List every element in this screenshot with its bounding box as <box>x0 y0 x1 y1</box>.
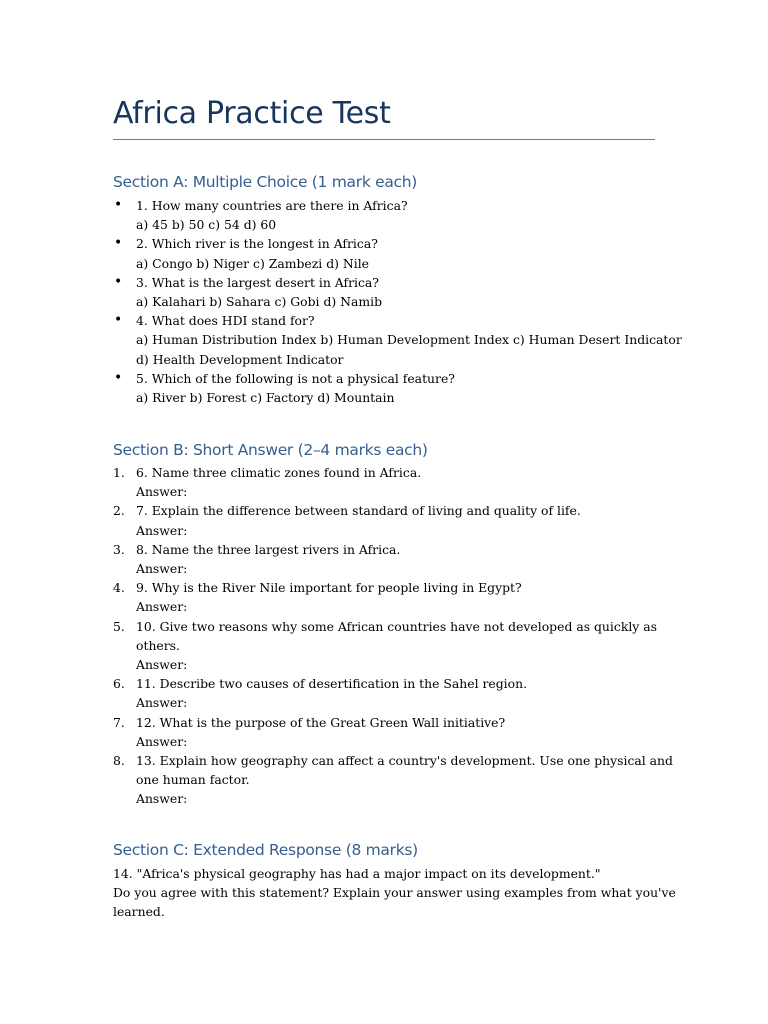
answer-label: Answer: <box>136 561 188 577</box>
answer-label: Answer: <box>136 599 188 615</box>
section-a-question-3 <box>113 273 673 311</box>
answer-label: Answer: <box>136 791 188 807</box>
section-c-heading: Section C: Extended Response (8 marks) <box>113 841 418 859</box>
answer-label: Answer: <box>136 522 188 538</box>
question-text-line: a) 45 b) 50 c) 54 d) 60 <box>136 217 277 233</box>
section-b-question-7 <box>113 713 673 751</box>
list-marker: • <box>114 197 123 213</box>
list-marker: 2. <box>113 503 125 519</box>
answer-label: Answer: <box>136 733 188 749</box>
section-b-question-2 <box>113 501 673 539</box>
section-a-question-2 <box>113 234 673 272</box>
title-underline <box>113 139 655 140</box>
section-c-text-line-2: Do you agree with this statement? Explain your answer using examples from what you've <box>113 885 676 901</box>
section-a-question-5 <box>113 369 673 407</box>
question-text: 2. Which river is the longest in Africa? <box>136 236 378 252</box>
list-marker: • <box>114 369 123 386</box>
question-text-line: one human factor. <box>136 772 250 788</box>
document-title: Africa Practice Test <box>113 96 391 131</box>
question-text-line: d) Health Development Indicator <box>136 351 344 367</box>
question-text: 9. Why is the River Nile important for people living in Egypt? <box>136 580 522 596</box>
section-c-prompt <box>113 864 676 922</box>
section-b-question-8 <box>113 751 673 809</box>
answer-label: Answer: <box>136 657 188 673</box>
section-b-question-1 <box>113 463 673 501</box>
question-text: 6. Name three climatic zones found in Africa. <box>136 465 422 480</box>
list-marker: 8. <box>113 753 125 769</box>
question-text: 5. Which of the following is not a physical feature? <box>136 370 455 386</box>
question-text: 11. Describe two causes of desertification in the Sahel region. <box>136 676 528 692</box>
answer-label: Answer: <box>136 695 188 711</box>
list-marker: 6. <box>113 676 125 692</box>
question-text: 8. Name the three largest rivers in Africa. <box>136 541 401 557</box>
question-text: 12. What is the purpose of the Great Green Wall initiative? <box>136 714 506 730</box>
section-a-question-4 <box>113 311 682 369</box>
question-text-line: a) Kalahari b) Sahara c) Gobi d) Namib <box>136 294 383 310</box>
question-text-line: others. <box>136 637 180 653</box>
section-a-question-list <box>113 196 682 407</box>
section-b-question-list <box>113 463 673 809</box>
section-b-question-6 <box>113 674 673 712</box>
list-marker: 7. <box>113 714 125 730</box>
list-marker: • <box>114 235 123 252</box>
question-text: 10. Give two reasons why some African countries have not developed as quickly as <box>136 618 657 634</box>
section-a-heading: Section A: Multiple Choice (1 mark each) <box>113 173 418 191</box>
section-b-question-3 <box>113 540 673 578</box>
answer-label: Answer: <box>136 484 188 500</box>
section-b-question-4 <box>113 578 673 616</box>
question-text: 1. How many countries are there in Africa? <box>136 198 408 213</box>
question-text-line: a) Human Distribution Index b) Human Development Index c) Human Desert Indicator <box>136 332 682 348</box>
list-marker: 1. <box>113 465 125 480</box>
question-text-line: a) Congo b) Niger c) Zambezi d) Nile <box>136 255 370 271</box>
section-b-question-5 <box>113 617 673 675</box>
section-c-text-line-3: learned. <box>113 904 165 920</box>
question-text-line: a) River b) Forest c) Factory d) Mountain <box>136 390 395 406</box>
list-marker: • <box>114 312 123 329</box>
list-marker: 4. <box>113 580 125 596</box>
list-marker: 3. <box>113 541 125 557</box>
section-a-question-1 <box>113 196 673 234</box>
question-text: 3. What is the largest desert in Africa? <box>136 274 379 290</box>
question-text: 7. Explain the difference between standard of living and quality of life. <box>136 503 581 519</box>
question-text: 4. What does HDI stand for? <box>136 313 315 329</box>
list-marker: • <box>114 273 123 290</box>
list-marker: 5. <box>113 618 125 634</box>
section-c-text-line-1: 14. "Africa's physical geography has had a major impact on its development." <box>113 866 601 881</box>
section-b-heading: Section B: Short Answer (2–4 marks each) <box>113 441 428 459</box>
question-text: 13. Explain how geography can affect a country's development. Use one physical and <box>136 753 673 769</box>
